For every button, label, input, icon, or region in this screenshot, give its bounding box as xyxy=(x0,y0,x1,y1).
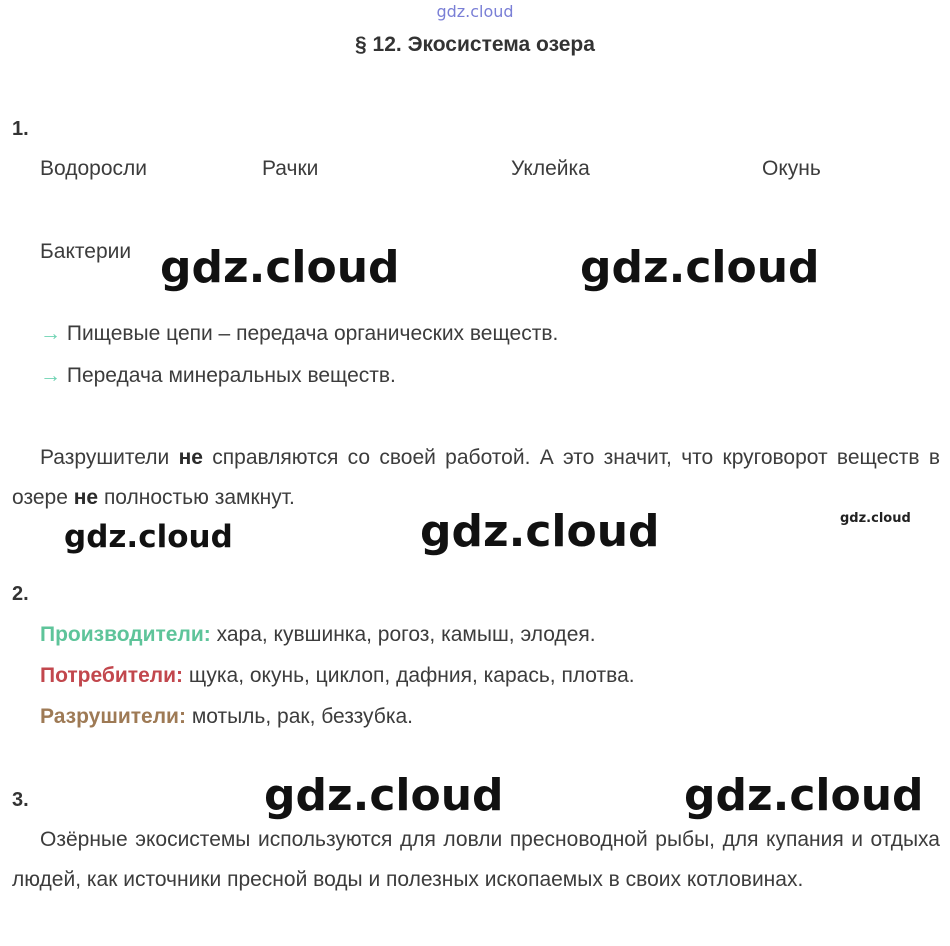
conclusion-emphasis: не xyxy=(178,446,203,469)
producers-text: хара, кувшинка, рогоз, камыш, элодея. xyxy=(216,623,596,646)
arrow-icon: → xyxy=(40,322,61,345)
arrow-icon: → xyxy=(40,364,61,387)
decomposers-text: мотыль, рак, беззубка. xyxy=(191,705,413,728)
legend-mineral xyxy=(40,364,396,388)
producers-label: Производители: xyxy=(40,623,211,646)
producers-line xyxy=(40,623,596,647)
watermark: gdz.cloud xyxy=(160,242,400,293)
conclusion-emphasis: не xyxy=(73,486,99,509)
consumers-line xyxy=(40,664,635,688)
conclusion-part: Разрушители xyxy=(40,446,170,469)
organism-perch: Окунь xyxy=(762,157,821,180)
watermark: gdz.cloud xyxy=(684,770,924,821)
legend-mineral-text: Передача минеральных веществ. xyxy=(66,364,396,387)
task-2-number: 2. xyxy=(12,583,29,605)
organism-bleak: Уклейка xyxy=(511,157,590,180)
task-3-number: 3. xyxy=(12,789,29,811)
legend-organic xyxy=(40,322,558,346)
watermark: gdz.cloud xyxy=(580,242,820,293)
watermark: gdz.cloud xyxy=(64,519,233,555)
decomposers-label: Разрушители: xyxy=(40,705,186,728)
top-watermark: gdz.cloud xyxy=(436,2,514,21)
watermark: gdz.cloud xyxy=(840,511,911,526)
page-title: § 12. Экосистема озера xyxy=(355,33,595,56)
task-1-number: 1. xyxy=(12,118,29,140)
conclusion-part: справляются со своей работой. А это значит, что круговорот веществ в озере xyxy=(12,446,940,509)
task-3-text: Озёрные экосистемы используются для ловли пресноводной рыбы, для купания и отдыха людей, как источники пресной воды и полезных ископаемых в своих котловинах. xyxy=(12,828,940,891)
organism-crustaceans: Рачки xyxy=(262,157,319,180)
organism-algae: Водоросли xyxy=(40,157,147,180)
consumers-text: щука, окунь, циклоп, дафния, карась, плотва. xyxy=(188,664,635,687)
decomposers-line xyxy=(40,705,413,729)
conclusion-part: полностью замкнут. xyxy=(103,486,295,509)
watermark: gdz.cloud xyxy=(420,506,660,557)
legend-organic-text: Пищевые цепи – передача органических веществ. xyxy=(66,322,559,345)
watermark: gdz.cloud xyxy=(264,770,504,821)
organism-bacteria: Бактерии xyxy=(40,240,132,263)
consumers-label: Потребители: xyxy=(40,664,184,687)
